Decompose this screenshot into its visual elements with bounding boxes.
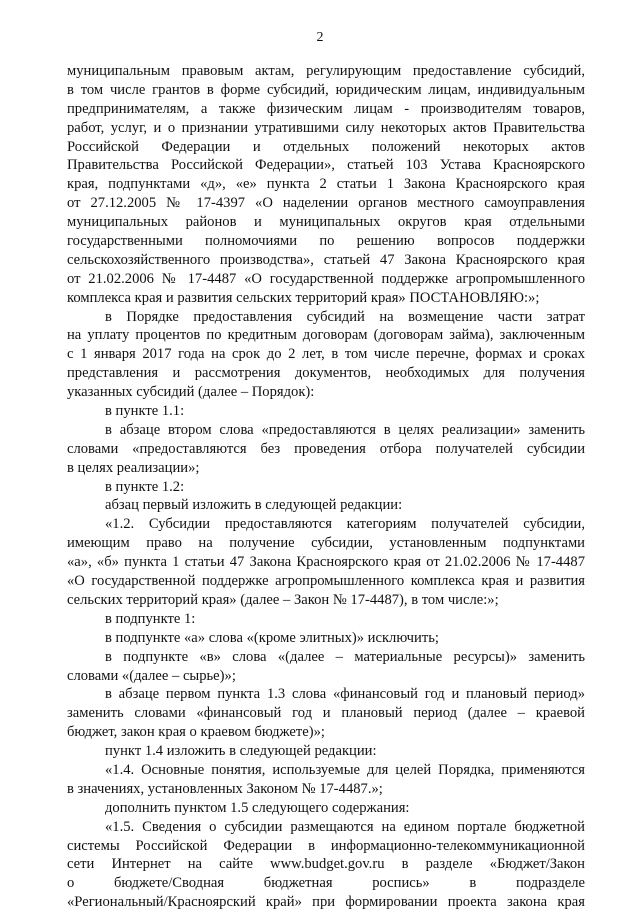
text-line: сети Интернет на сайте www.budget.gov.ru в разделе «Бюджет/Закон bbox=[67, 856, 585, 873]
text-line: в значениях, установленных Законом № 17-4487.»; bbox=[67, 780, 383, 797]
text-line: сельских территорий края» (далее – Закон № 17-4487), в том числе:»; bbox=[67, 591, 499, 608]
text-line: в пункте 1.2: bbox=[105, 478, 185, 495]
text-line: указанных субсидий (далее – Порядок): bbox=[67, 384, 315, 401]
text-line: Российской Федерации и отдельных положений некоторых актов bbox=[67, 138, 585, 155]
text-line: о бюджете/Сводная бюджетная роспись» в подразделе bbox=[67, 875, 585, 892]
text-line: от 27.12.2005 № 17-4397 «О наделении органов местного самоуправления bbox=[67, 195, 585, 212]
page-number: 2 bbox=[316, 30, 324, 45]
text-line: работ, услуг, и о признании утратившими силу некоторых актов Правительства bbox=[67, 119, 585, 136]
text-line: в подпункте 1: bbox=[105, 610, 196, 627]
text-line: от 21.02.2006 № 17-4487 «О государственной поддержке агропромышленного bbox=[67, 270, 585, 287]
text-line: в Порядке предоставления субсидий на возмещение части затрат bbox=[105, 308, 585, 325]
text-line: словами «(далее – сырье)»; bbox=[67, 667, 236, 684]
text-line: края, подпунктами «д», «е» пункта 2 статьи 1 Закона Красноярского края bbox=[67, 176, 585, 193]
text-line: государственными полномочиями по решению вопросов поддержки bbox=[67, 233, 585, 250]
text-line: в подпункте «а» слова «(кроме элитных)» исключить; bbox=[105, 629, 439, 646]
text-line: «1.5. Сведения о субсидии размещаются на едином портале бюджетной bbox=[105, 818, 585, 835]
text-line: в абзаце первом пункта 1.3 слова «финансовый год и плановый период» bbox=[105, 686, 585, 703]
text-line: муниципальным правовым актам, регулирующим предоставление субсидий, bbox=[67, 63, 585, 79]
text-line: муниципальных районов и муниципальных округов края отдельными bbox=[67, 214, 585, 231]
text-line: бюджет, закон края о краевом бюджете)»; bbox=[67, 724, 325, 741]
document-body bbox=[67, 62, 585, 912]
text-line: «О государственной поддержке агропромышленного комплекса края и развития bbox=[67, 573, 585, 590]
text-line: с 1 января 2017 года на срок до 2 лет, в том числе перечне, формах и сроках bbox=[67, 346, 585, 363]
text-line: имеющим право на получение субсидии, установленным подпунктами bbox=[67, 535, 585, 552]
text-line: в абзаце втором слова «предоставляются в целях реализации» заменить bbox=[105, 421, 585, 438]
text-line: комплекса края и развития сельских территорий края» ПОСТАНОВЛЯЮ:»; bbox=[67, 289, 540, 306]
text-line: «1.4. Основные понятия, используемые для целей Порядка, применяются bbox=[105, 761, 585, 778]
text-line: абзац первый изложить в следующей редакции: bbox=[105, 497, 403, 514]
text-line: «а», «б» пункта 1 статьи 47 Закона Красноярского края от 21.02.2006 № 17-4487 bbox=[67, 554, 585, 571]
text-line: пункт 1.4 изложить в следующей редакции: bbox=[105, 743, 377, 760]
text-line: дополнить пунктом 1.5 следующего содержания: bbox=[105, 799, 410, 816]
text-line: в подпункте «в» слова «(далее – материальные ресурсы)» заменить bbox=[105, 648, 585, 665]
text-line: системы Российской Федерации в информационно-телекоммуникационной bbox=[67, 837, 585, 854]
text-line: «1.2. Субсидии предоставляются категориям получателей субсидии, bbox=[105, 516, 585, 533]
text-line: «Региональный/Красноярский край» при формировании проекта закона края bbox=[67, 894, 585, 911]
text-line: в том числе грантов в форме субсидий, юридическим лицам, индивидуальным bbox=[67, 81, 585, 98]
text-line: сельскохозяйственного производства», статьей 47 Закона Красноярского края bbox=[67, 251, 585, 268]
text-line: предпринимателям, а также физическим лицам - производителям товаров, bbox=[67, 100, 585, 117]
text-line: заменить словами «финансовый год и плановый период (далее – краевой bbox=[67, 705, 585, 722]
text-line: словами «предоставляются без проведения отбора получателей субсидии bbox=[67, 440, 585, 457]
text-line: представления и рассмотрения документов, необходимых для получения bbox=[67, 365, 585, 382]
text-line: в пункте 1.1: bbox=[105, 403, 185, 420]
text-line: на уплату процентов по кредитным договорам (договорам займа), заключенным bbox=[67, 327, 585, 344]
text-line: в целях реализации»; bbox=[67, 459, 200, 476]
text-line: Правительства Российской Федерации», статьей 103 Устава Красноярского bbox=[67, 157, 585, 174]
